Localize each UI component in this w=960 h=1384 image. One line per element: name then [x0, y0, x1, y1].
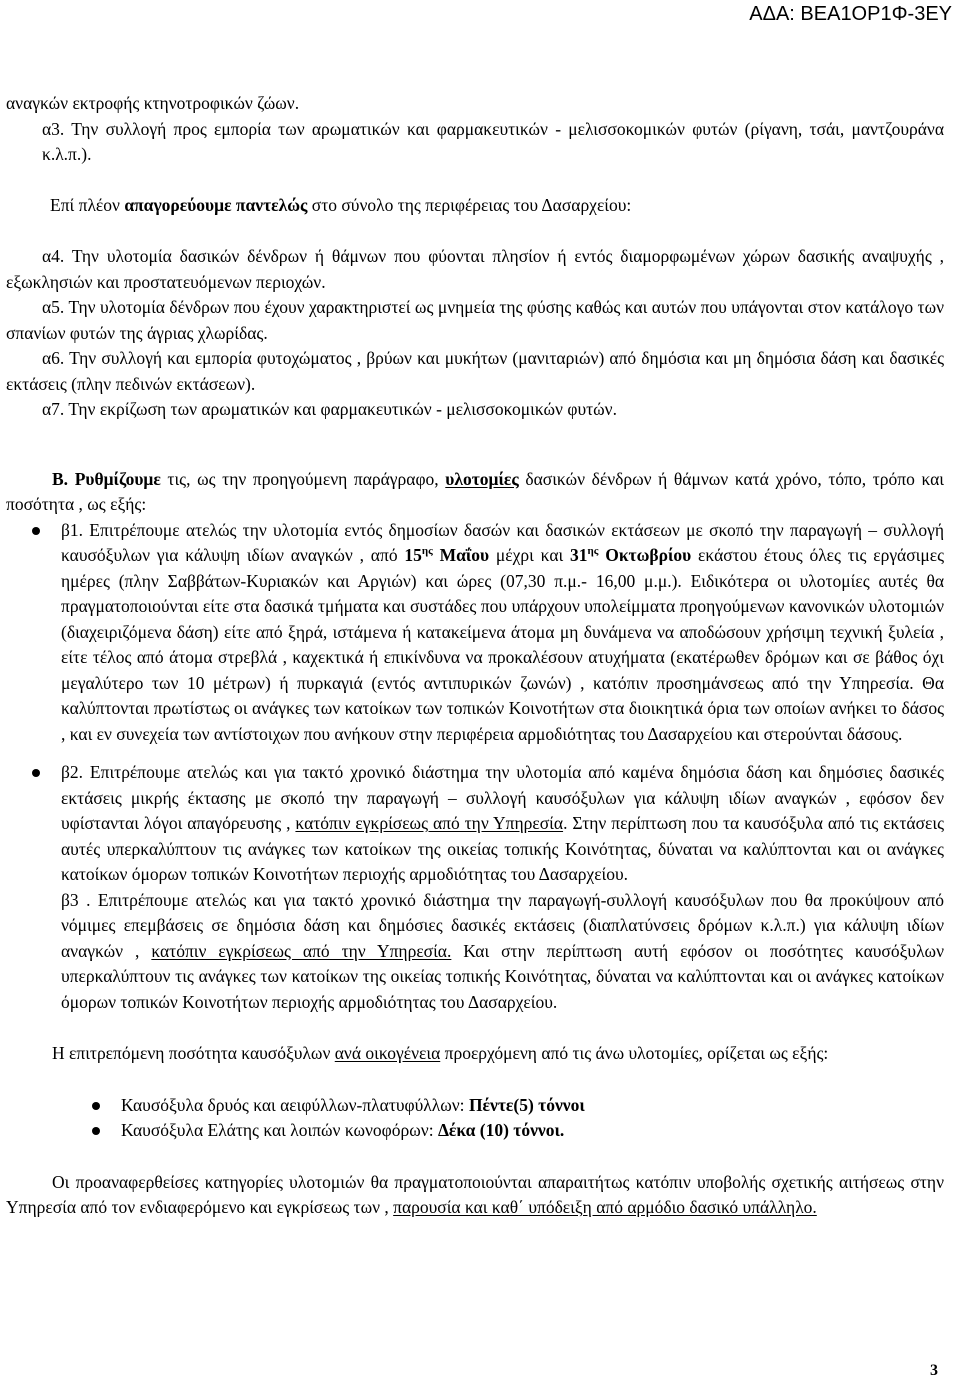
limit-label: Καυσόξυλα Ελάτης και λοιπών κωνοφόρων: — [121, 1120, 438, 1140]
item-a5: α5. Την υλοτομία δένδρων που έχουν χαρακτηριστεί ως μνημεία της φύσης καθώς και αυτών που υπάγονται στον κατάλογο των σπανίων φυτών της άγριας χλωρίδας. — [6, 297, 944, 343]
bullet-icon — [32, 527, 40, 535]
closing-paragraph — [6, 1170, 944, 1221]
regulate-bold: Ρυθμίζουμε — [74, 468, 161, 489]
item-a4: α4. Την υλοτομία δασικών δένδρων ή θάμνων που φύονται πλησίον ή εντός διαμορφωμένων χώρων δασικής αναψυχής , εξωκλησιών και προστατευόμενων περιοχών. — [6, 246, 944, 292]
list-item-b1 — [6, 518, 944, 748]
b1-date1: 15 — [404, 545, 422, 565]
b1-date2: 31 — [570, 545, 588, 565]
quantity-text-2: προερχόμενη από τις άνω υλοτομίες, ορίζεται ως εξής: — [440, 1043, 829, 1063]
closing-underlined: παρουσία και καθ΄ υπόδειξη από αρμόδιο δασικό υπάλληλο. — [393, 1197, 817, 1217]
b1-date2-month: Οκτωβρίου — [605, 545, 692, 565]
b2-text-1: β2. Επιτρέπουμε ατελώς και για τακτό χρονικό διάστημα την υλοτομία από καμένα δημόσια δάση και δημόσιες δασικές εκτάσεις μικρής έκτασης με σκοπό την παραγωγή – συλλογή καυσόξυλων για κάλυψη ιδίων αναγκών , εφόσον δεν υφίστανται λόγοι απαγόρευσης , — [61, 762, 944, 833]
limit-label: Καυσόξυλα δρυός και αειφύλλων-πλατυφύλλων: — [121, 1094, 469, 1115]
regulate-post: δασικών δένδρων ή θάμνων κατά χρόνο, τόπο, τρόπο και ποσότητα , ως εξής: — [6, 468, 944, 514]
ban-bold: απαγορεύουμε παντελώς — [124, 194, 308, 215]
quantity-text-1: Η επιτρεπόμενη ποσότητα καυσόξυλων — [52, 1043, 335, 1063]
section-b-label: Β. — [52, 468, 69, 489]
intro-line: αναγκών εκτροφής κτηνοτροφικών ζώων. — [6, 93, 300, 113]
ban-pre: Επί πλέον — [50, 194, 125, 215]
b1-text-2: μέχρι και — [489, 545, 571, 565]
b1-text-1: β1. Επιτρέπουμε ατελώς την υλοτομία εντός δημοσίων δασών και δασικών εκτάσεων με σκοπό την παραγωγή – συλλογή καυσόξυλων για κάλυψη ιδίων αναγκών , από — [61, 519, 944, 565]
bullet-icon — [32, 769, 40, 777]
b1-date1-month: Μαΐου — [432, 545, 490, 565]
item-a6: α6. Την συλλογή και εμπορία φυτοχώματος , βρύων και μυκήτων (μανιταριών) από δημόσια και μη δημόσια δάση και δασικές εκτάσεις (πλην πεδινών εκτάσεων). — [6, 348, 944, 394]
limit-item-oak — [6, 1093, 944, 1119]
list-item-b3 — [6, 888, 944, 1016]
quantity-underlined: ανά οικογένεια — [334, 1043, 441, 1063]
closing-text: Οι προαναφερθείσες κατηγορίες υλοτομιών θα πραγματοποιούνται απαραιτήτως κατόπιν υποβολής σχετικής αιτήσεως στην Υπηρεσία από τον ενδιαφερόμενο και εγκρίσεως των , — [6, 1171, 944, 1217]
list-item-b2 — [6, 760, 944, 888]
b1-date2-sup: ης — [587, 545, 599, 558]
item-a7: α7. Την εκρίζωση των αρωματικών και φαρμακευτικών - μελισσοκομικών φυτών. — [42, 399, 617, 419]
item-a3-text: α3. Την συλλογή προς εμπορία των αρωματικών και φαρμακευτικών - μελισσοκομικών φυτών (ρίγανη, τσάι, μαντζουράνα κ.λ.π.). — [42, 118, 944, 164]
limit-item-fir — [6, 1118, 944, 1144]
limits-list — [6, 1093, 944, 1144]
limit-value: Πέντε(5) τόννοι — [468, 1094, 585, 1115]
ban-statement — [6, 193, 944, 219]
b-list — [6, 518, 944, 1016]
section-b-heading — [6, 467, 944, 518]
b2-underlined: κατόπιν εγκρίσεως από την Υπηρεσία — [295, 813, 564, 833]
item-a3 — [6, 117, 944, 168]
bullet-icon — [92, 1102, 100, 1110]
logging-underlined: υλοτομίες — [445, 468, 519, 489]
regulate-mid: τις, ως την προηγούμενη παράγραφο, — [160, 468, 446, 489]
bullet-icon — [92, 1127, 100, 1135]
document-body — [6, 91, 944, 1221]
b3-text-2: Και στην περίπτωση αυτή εφόσον οι ποσότητες καυσόξυλων υπερκαλύπτουν τις ανάγκες των κατοίκων της οικείας τοπικής Κοινότητας, δύναται να καλύπτονται και οι ανάγκες κατοίκων όμορων τοπικών Κοινοτήτων περιοχής αρμοδιότητας του Δασαρχείου. — [61, 940, 944, 1012]
b1-date1-sup: ης — [421, 545, 433, 558]
b2-text-2: . Στην περίπτωση που τα καυσόξυλα από τις εκτάσεις αυτές υπερκαλύπτουν τις ανάγκες των κατοίκων της οικείας τοπικής Κοινότητας, δύναται να καλύπτονται και οι ανάγκες κατοίκων όμορων τοπικών Κοινοτήτων περιοχής αρμοδιότητας του Δασαρχείου. — [61, 813, 944, 884]
ban-post: στο σύνολο της περιφέρειας του Δασαρχείου: — [307, 194, 632, 215]
b3-text-1: β3 . Επιτρέπουμε ατελώς και για τακτό χρονικό διάστημα την παραγωγή-συλλογή καυσόξυλων που θα προκύψουν από νόμιμες επεμβάσεις σε δημόσια δάση και δημόσιες δασικές εκτάσεις (διαπλατύνσεις δρόμων κ.λ.π.) για κάλυψη ιδίων αναγκών , — [61, 889, 944, 961]
b1-text-3: εκάστου έτους όλες τις εργάσιμες ημέρες (πλην Σαββάτων-Κυριακών και Αργιών) και ώρες (07,30 π.μ.- 16,00 μ.μ.). Ειδικότερα οι υλοτομίες αυτές θα πραγματοποιούνται είτε στα δασικά τμήματα και συστάδες που υπάρχουν υπολείμματα προηγούμενων κανονικών υλοτομιών (διαχειριζόμενα δάση) είτε από ξηρά, ιστάμενα ή κατακείμενα άτομα μη δυνάμενα να αποδώσουν χρήσιμη τεχνική ξυλεία , είτε τέλος από άτομα στρεβλά , καχεκτικά ή επικίνδυνα να προκαλέσουν ατυχήματα (εκατέρωθεν δρόμων και σε βάθος όχι μεγαλύτερο των 10 μέτρων) ή πυρκαγιά (εντός αντιπυρικών ζωνών) , κατόπιν προσημάνσεως από την Υπηρεσία. Θα καλύπτονται πρωτίστως οι ανάγκες των κατοίκων των τοπικών Κοινοτήτων στα διοικητικά όρια των οποίων ανήκει το δάσος , και εν συνεχεία των αντίστοιχων που ανήκουν στην περιφέρεια αρμοδιότητας του Δασαρχείου και στερούνται δάσους. — [61, 545, 945, 744]
ada-code: ΑΔΑ: ΒΕΑ1ΟΡ1Φ-3ΕΥ — [749, 3, 952, 25]
limit-value: Δέκα (10) τόννοι. — [437, 1120, 565, 1140]
quantity-paragraph — [6, 1041, 944, 1067]
page-number: 3 — [930, 1362, 938, 1379]
b3-underlined: κατόπιν εγκρίσεως από την Υπηρεσία. — [151, 940, 452, 961]
